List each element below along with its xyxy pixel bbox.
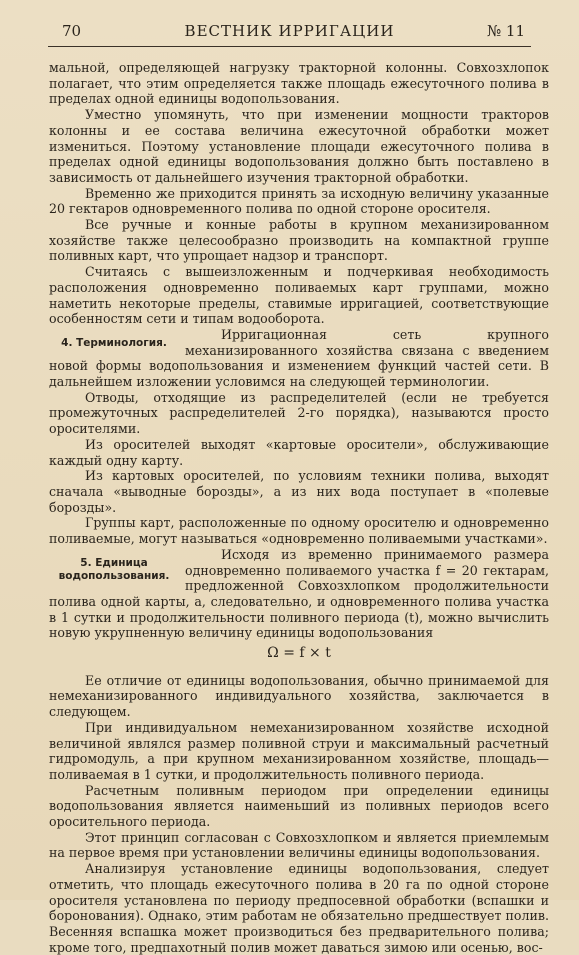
journal-title: ВЕСТНИК ИРРИГАЦИИ [184, 22, 395, 40]
page-number: 70 [62, 22, 82, 40]
paragraph: Отводы, отходящие из распределителей (если не требуется промежуточных распределителей 2-го порядка), называются просто оросителями. [49, 389, 549, 437]
section-heading: 5. Единица водопользования. [58, 556, 170, 582]
paragraph: Считаясь с вышеизложенным и подчеркивая необходимость расположения одновременно поливаемых карт группами, можно наметить некоторые пределы, ставимые ирригацией, соответствующие особенностям сети и типам водооборота. [49, 264, 549, 327]
paragraph: Уместно упомянуть, что при изменении мощности тракторов колонны и ее состава величина ежесуточной обработки может измениться. Поэтому установление площади ежесуточного полива в пределах одной единицы водопользования должно быть поставлено в зависимость от дальнейшего изучения тракторной обработки. [49, 107, 549, 185]
running-header [48, 20, 531, 47]
paragraph: Группы карт, расположенные по одному оросителю и одновременно поливаемые, могут называться «одновременно поливаемыми участками». [49, 515, 549, 547]
paragraph: мальной, определяющей нагрузку тракторной колонны. Совхозхлопок полагает, что этим определяется также площадь ежесуточного полива в пределах одной единицы водопользования. [49, 60, 549, 107]
paragraph: Исходя из временно принимаемого размера одновременно поливаемого участка f = 20 гектарам, предложенной Совхозхлопком продолжительности полива одной карты, а, следовательно, и одновременного полива участка в 1 сутки и продолжительности поливного периода (t), можно вычислить новую укрупненную величину единицы водопользования [49, 546, 549, 641]
formula: Ω = f × t [267, 645, 331, 662]
paragraph: Временно же приходится принять за исходную величину указанные 20 гектаров одновременного полива по одной стороне оросителя. [49, 185, 549, 217]
paragraph: Все ручные и конные работы в крупном механизированном хозяйстве также целесообразно производить на компактной группе поливных карт, что упрощает надзор и транспорт. [49, 217, 549, 264]
paragraph: Ее отличие от единицы водопользования, обычно принимаемой для немеханизированного индивидуального хозяйства, заключается в следующем. [49, 672, 549, 720]
section-water-use-unit [49, 547, 549, 955]
paragraph: Ирригационная сеть крупного механизированного хозяйства связана с введением новой формы водопользования и изменением функций частей сети. В дальнейшем изложении условимся на следующей терминологии. [49, 326, 549, 390]
paragraph: Из картовых оросителей, по условиям техники полива, выходят сначала «выводные борозды», а из них вода поступает в «полевые борозды». [49, 468, 549, 515]
paragraph: Из оросителей выходят «картовые оросители», обслуживающие каждый одну карту. [49, 436, 549, 468]
paragraph: Анализируя установление единицы водопользования, следует отметить, что площадь ежесуточного полива в 20 га по одной стороне оросителя установлена по периоду предпосевной обработки (вспашки и боронования). Однако, этим работам не обязательно предшествует полив. Весенняя вспашка может производиться без предварительного полива; кроме того, предпахотный полив может даваться зимою или осенью, вос- [49, 861, 549, 955]
paragraph: Расчетным поливным периодом при определении единицы водопользования является наименьший из поливных периодов всего оросительного периода. [49, 782, 549, 830]
paragraph: Этот принцип согласован с Совхозхлопком и является приемлемым на первое время при установлении величины единицы водопользования. [49, 829, 549, 861]
section-heading: 4. Терминология. [61, 336, 167, 349]
paragraph: При индивидуальном немеханизированном хозяйстве исходной величиной являлся размер поливной струи и максимальный расчетный гидромодуль, а при крупном механизированном хозяйстве, площадь—поливаемая в 1 сутки, и продолжительность поливного периода. [49, 719, 549, 782]
issue-number: № 11 [486, 22, 525, 40]
article-body [49, 60, 549, 955]
section-terminology [49, 327, 549, 547]
